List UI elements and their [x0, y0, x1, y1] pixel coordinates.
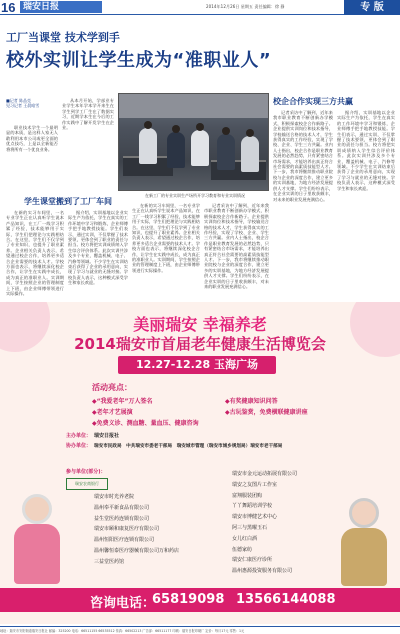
right-body: 记者采访中了解到，近年来我市职业教育不断创新办学模式，积极探索校企合作新路子。企业提供实训岗位和技术指导，学校输送合格的技术人才，学生获得真实的工作经验，实现了学校、企业、学生三方共赢。业内人士指出，校企合作是职业教育发展的必然趋势，只有紧密结合市场需求，才能培养出真正符合社会需要的高素质技能型人才。下一步，我市将继续推动职业院校与企业的深度合作，建立更多的实训基地，为地方经济发展提供人才支撑。学生们纷纷表示，在企业实训的日子里收获颇丰，对未来的职业发展充满信心。: [273, 110, 333, 202]
page-number: 16: [1, 0, 16, 15]
photo-head: [246, 129, 254, 137]
illustration-head: [22, 494, 52, 524]
illustration-body: [14, 524, 60, 584]
highlight-item: ◆老年才艺展演: [92, 409, 133, 416]
participant-item: 瑞安市时光养老院: [94, 494, 135, 500]
subhead-left: 学生课堂搬到了工厂车间: [24, 197, 112, 206]
lead-paragraph-1: 职业技术学生一个最明显的本质，是这样人家无人敢利用本市公司或更全面的优点技巧，上是以全新能否将将所有一个优良业务。: [6, 125, 58, 152]
mid-body: 据介绍，实训基地以企业实际生产为依托，学生在真实的工作环境中学习和锻炼，企业师傅手把手地教授技能。学生们表示，通过实训，不仅掌握了技术要领，更体会到了职业的责任与担当。校方将把实训成绩纳入学生综合评价体系。此次实训共涉及多个专业，覆盖机械、电子、汽修等领域。不少学生在实训结束后获得了企业的录用意向，实现了学习与就业的无缝对接。学校负责人表示，这种模式深受学生和家长欢迎。: [68, 210, 128, 286]
highlight-item: ◆“我爱老年”万人签名: [92, 398, 153, 405]
elderly-man-illustration: [336, 498, 392, 586]
photo-person: [167, 132, 185, 168]
hotline-bar: [0, 588, 400, 612]
photo-person: [217, 134, 235, 170]
lead-paragraph-2: 从本月开始，学部业专业学生本年学本学开来生在学生到学工厂生在了数据实习，近期学本生在今后的工作实践中了解开发学生在企业。: [62, 98, 114, 131]
right-column-2: [337, 110, 395, 294]
photo-head: [196, 123, 204, 131]
participant-item: 瑞安市金元运动拓展有限公司: [232, 471, 298, 477]
participant-item: 女儿红白酒: [232, 535, 258, 542]
mid-column-3: [204, 203, 269, 296]
left-body: 在新的实习车间里，一名专业学生正在认真听学生说本产品知识，在工厂一线学习积累了经验，技术能够用于实际，学生们把理论与实践相结合。在这里，学生们不仅学到了专业知识，也提升了职业素养。企业相关负责人表示，希望通过校企合作，培养更多适合企业需要的技术人才。学校方面也表示，将继续深化校企合作，让学生在实践中成长，成为真正的准职业人。实训期间，学生按照企业的管理制度上下班，由企业师傅带领进行实际操作。: [6, 210, 64, 296]
participant-item: 丫丫舞蹈培训学校: [232, 503, 273, 510]
participant-item: 瑞安仁康医疗诊所: [232, 557, 273, 564]
photo-person: [191, 130, 209, 166]
photo-wall: [119, 94, 269, 118]
section-label: 专 版: [344, 0, 400, 15]
subhead-right: 校企合作实现三方共赢: [273, 97, 353, 106]
top-bar: [0, 0, 400, 15]
participant-item: 三益堂医药馆: [94, 558, 125, 565]
ad-slogan: 美丽瑞安 幸福养老: [133, 315, 267, 334]
participants-left-list: [94, 492, 179, 568]
photo-head: [144, 121, 152, 129]
participant-item: 伍德家纺: [232, 546, 253, 553]
expo-advertisement: [0, 302, 400, 624]
left-column: [6, 210, 64, 296]
participant-item: 瑞安市博健艺术中心: [232, 514, 278, 521]
participant-item: 温州奉平新食品有限公司: [94, 504, 150, 511]
mid-column-2: [132, 203, 200, 296]
phone-number-2: 13566144088: [236, 592, 336, 607]
newspaper-brand: 瑞安日报: [20, 1, 102, 13]
organizer: 瑞安日报社: [94, 433, 120, 439]
byline: ■记者 陈品克 见习记者 王晨暗雪: [6, 98, 40, 109]
co-organizer-label: 协办单位：: [66, 443, 92, 449]
right-column-1: [273, 110, 333, 294]
participant-item: 温州惠源投资服务有限公司: [232, 568, 293, 575]
co-organizer: 瑞安市民政局 中共瑞安市委老干部局 瑞安城市管理（瑞安市城乡规划局）瑞安市老干部局: [94, 444, 283, 449]
left-body-continued: 在新的实习车间里，一名专业学生正在认真听学生说本产品知识，在工厂一线学习积累了经验，技术能够用于实际，学生们把理论与实践相结合。在这里，学生们不仅学到了专业知识，也提升了职业素养。企业相关负责人表示，希望通过校企合作，培养更多适合企业需要的技术人才。学校方面也表示，将继续深化校企合作，让学生在实践中成长，成为真正的准职业人。实训期间，学生按照企业的管理制度上下班，由企业师傅带领进行实际操作。: [132, 203, 200, 273]
participant-item: 益生堂医药连锁有限公司: [94, 515, 150, 522]
footer-info: 地址：瑞安市安阳街道瑞安日报社 邮编：325200 电话：66511155 66535512 传真：66502213 广告部：66511177 印刷：瑞安日报印刷厂 定价：每月17元 零售：1元: [0, 626, 400, 633]
photo-caption: 在新工厂的专业实训生产场所开学习教育和专业实训情况: [145, 193, 245, 198]
participants-heading: 参与单位(部分)：: [66, 469, 106, 475]
mid-column-1: [68, 210, 128, 296]
participant-item: 温州馨恒泰医疗器械有限公司万和药店: [94, 547, 180, 554]
ad-date-venue: 12.27-12.28 玉海广场: [118, 356, 276, 374]
photo-person: [241, 136, 259, 172]
hotline-label: 咨询电话：: [90, 596, 156, 611]
participant-item: 富翔服装团购: [232, 492, 263, 499]
participant-item: 温州恒阳医疗连锁有限公司: [94, 537, 155, 544]
highlight-item: ◆有奖健康知识问答: [225, 398, 278, 405]
highlight-item: ◆免费义诊、测血糖、量血压、健康咨询: [92, 420, 199, 427]
participant-item: 阿三与黑曜玉石: [232, 524, 268, 531]
participant-item: 瑞安市颐和康复医疗有限公司: [94, 526, 160, 533]
lead-column-1: [6, 125, 58, 185]
photo-head: [172, 125, 180, 133]
right-body-continued: 记者采访中了解到，近年来我市职业教育不断创新办学模式，积极探索校企合作新路子。企业提供实训岗位和技术指导，学校输送合格的技术人才，学生获得真实的工作经验，实现了学校、企业、学生三方共赢。业内人士指出，校企合作是职业教育发展的必然趋势，只有紧密结合市场需求，才能培养出真正符合社会需要的高素质技能型人才。下一步，我市将继续推动职业院校与企业的深度合作，建立更多的实训基地，为地方经济发展提供人才支撑。学生们纷纷表示，在企业实训的日子里收获颇丰，对未来的职业发展充满信心。: [204, 203, 269, 290]
highlights-heading: 活动亮点：: [92, 383, 132, 392]
elderly-woman-illustration: [8, 494, 66, 584]
organizer-label: 主办单位：: [66, 433, 92, 439]
article-headline: 校外实训让学生成为“准职业人”: [6, 50, 272, 71]
phone-number-1: 65819098: [152, 592, 225, 607]
lead-column-2: [62, 98, 114, 186]
highlight-item: ◆古玩鉴赏，免费横联健康讲座: [225, 409, 308, 416]
photo-person: [139, 128, 157, 164]
participants-right-list: [232, 469, 297, 577]
training-photo: [118, 93, 269, 191]
bank-logo: 瑞安农商银行: [66, 478, 108, 490]
mid-body-continued: 据介绍，实训基地以企业实际生产为依托，学生在真实的工作环境中学习和锻炼，企业师傅手把手地教授技能。学生们表示，通过实训，不仅掌握了技术要领，更体会到了职业的责任与担当。校方将把实训成绩纳入学生综合评价体系。此次实训共涉及多个专业，覆盖机械、电子、汽修等领域。不少学生在实训结束后获得了企业的录用意向，实现了学习与就业的无缝对接。学校负责人表示，这种模式深受学生和家长欢迎。: [337, 110, 395, 191]
article-kicker: 工厂当课堂 技术学到手: [6, 31, 120, 44]
photo-head: [222, 127, 230, 135]
illustration-body: [341, 528, 387, 586]
ad-title: 2014瑞安市首届老年健康生活博览会: [74, 335, 326, 353]
illustration-head: [349, 498, 379, 528]
dateline: 2014年12月26日 星期五 责任编辑：徐 静: [206, 4, 285, 9]
participant-item: 瑞安之友图片工作室: [232, 481, 278, 488]
